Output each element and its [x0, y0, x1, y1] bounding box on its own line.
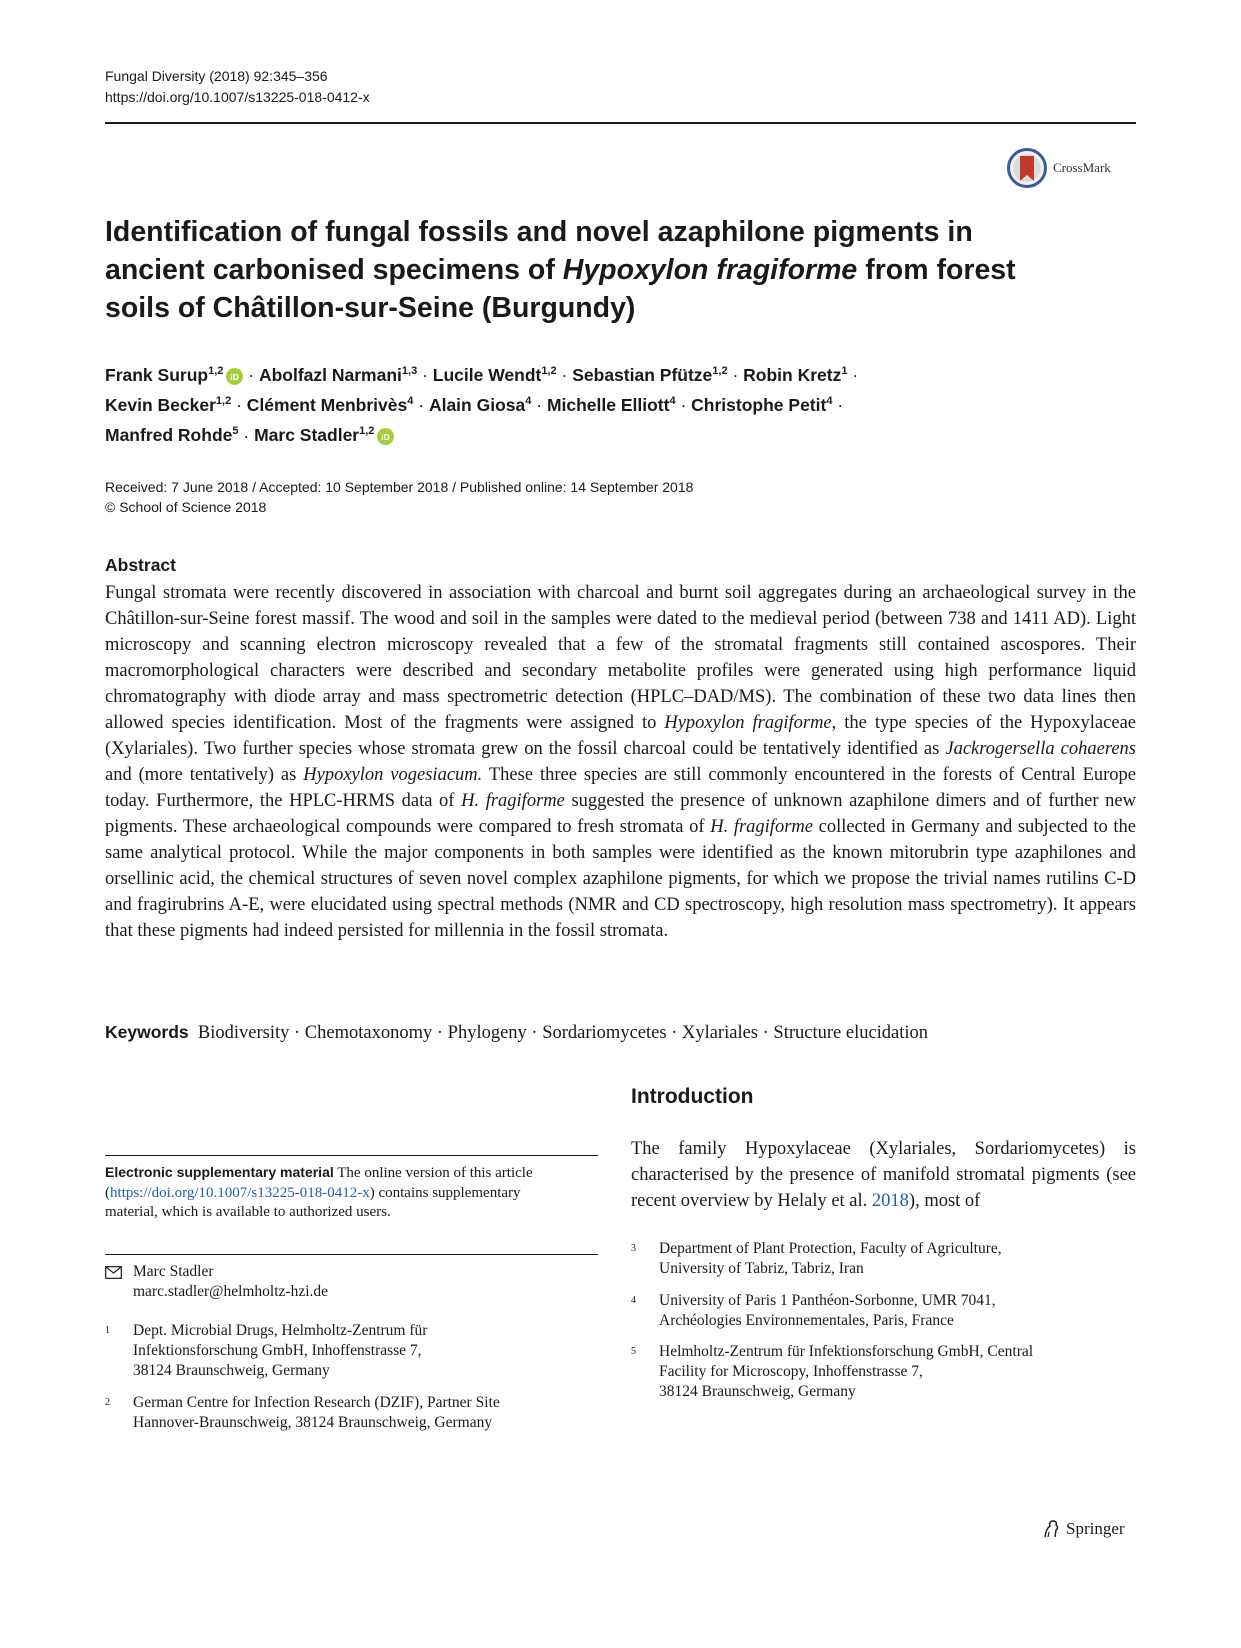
- affiliation-line: Archéologies Environnementales, Paris, France: [659, 1312, 954, 1329]
- esm-text: The online version of this article (: [105, 1165, 533, 1201]
- publication-dates: [105, 477, 693, 517]
- crossmark-label: CrossMark: [1053, 160, 1111, 175]
- author-name: Michelle Elliott: [546, 395, 670, 416]
- abstract-species: H. fragiforme: [710, 817, 813, 837]
- author-name: Lucile Wendt: [432, 364, 542, 385]
- keyword[interactable]: Biodiversity: [197, 1023, 290, 1043]
- author-affiliation: 1,2: [208, 365, 224, 377]
- author[interactable]: [572, 365, 727, 385]
- abstract-species: Hypoxylon vogesiacum.: [303, 765, 483, 785]
- abstract-segment: collected in Germany and subjected to the same analytical protocol. While the major components in both samples were identified as the known mitorubrin type azaphilones and orsellinic acid, the chemical structures of seven novel complex azaphilone pigments, for which we propose the trivial names rutilins C-D and fragirubrins A-E, were elucidated using spectral methods (NMR and CD spectroscopy, high resolution mass spectrometry). It appears that these pigments had indeed persisted for millennia in the fossil stromata.: [105, 817, 1136, 941]
- abstract-segment: and (more tentatively) as: [105, 765, 304, 785]
- supplementary-note: [105, 1163, 545, 1223]
- citation-link[interactable]: 2018: [871, 1191, 909, 1211]
- author-name: Kevin Becker: [105, 395, 216, 416]
- keyword[interactable]: Chemotaxonomy: [304, 1023, 433, 1043]
- author-name: Manfred Rohde: [105, 425, 233, 446]
- abstract-species: Hypoxylon fragiforme: [664, 713, 832, 733]
- author[interactable]: [105, 395, 231, 415]
- abstract-segment: suggested the presence of unknown azaphilone dimers and of further new pigments. These archaeological compounds were compared to fresh stromata of: [105, 791, 1136, 837]
- copyright-line: © School of Science 2018: [105, 499, 267, 515]
- crossmark-icon: [1007, 148, 1047, 188]
- author[interactable]: [433, 365, 557, 385]
- dates-line: Received: 7 June 2018 / Accepted: 10 September 2018 / Published online: 14 September 2018: [105, 479, 694, 495]
- author[interactable]: [105, 425, 239, 445]
- keywords-label: Keywords: [105, 1022, 189, 1042]
- affiliation-line: Facility for Microscopy, Inhoffenstrasse 7,: [659, 1363, 923, 1380]
- author[interactable]: [743, 365, 847, 385]
- footnote-divider: [105, 1254, 598, 1255]
- author[interactable]: [429, 395, 531, 415]
- author-name: Alain Giosa: [428, 395, 526, 416]
- orcid-icon[interactable]: [377, 428, 394, 445]
- author-name: Marc Stadler: [254, 425, 360, 446]
- author[interactable]: [254, 425, 374, 445]
- author-name: Frank Surup: [105, 364, 209, 385]
- author[interactable]: [105, 365, 223, 385]
- section-heading-introduction: Introduction: [631, 1085, 754, 1108]
- affiliation-line: Dept. Microbial Drugs, Helmholtz-Zentrum für: [133, 1322, 428, 1339]
- abstract-species: H. fragiforme: [461, 791, 565, 811]
- author-affiliation: 1,3: [401, 365, 418, 377]
- publisher-name: Springer: [1066, 1519, 1125, 1538]
- intro-text: [631, 1136, 1136, 1214]
- affiliation-line: University of Paris 1 Panthéon-Sorbonne, UMR 7041,: [659, 1292, 996, 1309]
- author-list: Frank Surup$^{1,2}$ iD · Abolfazl Narmani$^{1,3}$ · Lucile Wendt$^{1,2}$ · Sebastian Pfütze$^{1,2}$ · Robin Kretz$^1$ · Kevin Becker$^{1,2}$ · Clément Menbrivès$^4$ · Alain Giosa$^4$ · Michelle Elliott$^4$ · Christophe Petit$^4$ · Manfred Rohde$^5$ · Marc Stadler$^{1,2}$ iD: [105, 364, 859, 446]
- envelope-icon: [105, 1266, 122, 1279]
- author-affiliation: 4: [826, 395, 833, 408]
- author-affiliation: 4: [669, 395, 676, 408]
- author-affiliation: 1,2: [359, 425, 375, 438]
- author-affiliation: 1,2: [215, 395, 232, 408]
- abstract-text: [105, 580, 1136, 944]
- paper-title: [105, 213, 1065, 327]
- intro-segment: The family Hypoxylaceae (Xylariales, Sordariomycetes) is characterised by the presence of manifold stromatal pigments (see recent overview by Helaly et al.: [631, 1139, 1136, 1211]
- author[interactable]: [547, 395, 676, 415]
- author-name: Robin Kretz: [743, 364, 842, 385]
- author-name: Christophe Petit: [691, 395, 827, 416]
- crossmark-badge[interactable]: [1007, 148, 1111, 188]
- title-part1: Identification of fungal fossils and novel azaphilone pigments in ancient carbonised specimens of: [105, 216, 973, 286]
- affiliation-number: 5: [631, 1346, 636, 1357]
- affiliation-number: 1: [105, 1325, 110, 1336]
- author[interactable]: [259, 365, 417, 385]
- affiliation-line: Department of Plant Protection, Faculty of Agriculture,: [659, 1240, 1002, 1257]
- affiliation-number: 2: [105, 1397, 110, 1408]
- affiliation: [631, 1239, 1131, 1281]
- abstract-segment: These three species are still commonly encountered in the forests of Central Europe today. Furthermore, the HPLC-HRMS data of: [105, 765, 1137, 811]
- abstract-segment: Fungal stromata were recently discovered in association with charcoal and burnt soil aggregates during an archaeological survey in the Châtillon-sur-Seine forest massif. The wood and soil in the samples were dated to the medieval period (between 738 and 1411 AD). Light microscopy and scanning electron microscopy revealed that a few of the stromatal fragments still contained ascospores. Their macromorphological characters were described and secondary metabolite profiles were generated using high performance liquid chromatography with diode array and mass spectrometric detection (HPLC–DAD/MS). The combination of these two data lines then allowed species identification. Most of the fragments were assigned to: [105, 583, 1136, 733]
- title-species: Hypoxylon fragiforme: [562, 254, 858, 286]
- keyword[interactable]: Sordariomycetes: [542, 1023, 667, 1043]
- affiliation: [105, 1321, 585, 1383]
- svg-text:iD: iD: [381, 432, 391, 443]
- author-affiliation: 5: [232, 425, 239, 438]
- abstract-species: Jackrogersella cohaerens: [945, 739, 1137, 759]
- keyword[interactable]: Structure elucidation: [773, 1023, 929, 1043]
- author[interactable]: [691, 395, 832, 415]
- journal-citation: Fungal Diversity (2018) 92:345–356: [105, 68, 328, 84]
- author-name: Clément Menbrivès: [246, 395, 408, 416]
- orcid-icon[interactable]: [226, 368, 243, 385]
- affiliation-line: Helmholtz-Zentrum für Infektionsforschung GmbH, Central: [659, 1343, 1034, 1360]
- intro-segment: ), most of: [908, 1191, 981, 1211]
- corresponding-author: [105, 1262, 585, 1304]
- affiliation-line: Infektionsforschung GmbH, Inhoffenstrasse 7,: [133, 1342, 422, 1359]
- svg-text:iD: iD: [230, 371, 240, 382]
- author-affiliation: 1: [841, 365, 848, 377]
- esm-text: ) contains supplementary material, which is available to authorized users.: [105, 1184, 521, 1220]
- affiliation-number: 4: [631, 1295, 636, 1306]
- affiliation-line: University of Tabriz, Tabriz, Iran: [659, 1260, 864, 1277]
- esm-link[interactable]: https://doi.org/10.1007/s13225-018-0412-x: [110, 1184, 370, 1201]
- title-part2: from forest soils of Châtillon-sur-Seine (Burgundy): [105, 254, 1016, 324]
- affiliation-line: 38124 Braunschweig, Germany: [133, 1362, 330, 1379]
- author-affiliation: 1,2: [541, 365, 557, 377]
- keywords: Keywords Biodiversity · Chemotaxonomy · Phylogeny · Sordariomycetes · Xylariales · Structure elucidation: [105, 1022, 929, 1043]
- corresponding-email[interactable]: marc.stadler@helmholtz-hzi.de: [133, 1283, 329, 1300]
- keyword[interactable]: Xylariales: [681, 1023, 758, 1043]
- affiliation-line: German Centre for Infection Research (DZIF), Partner Site: [133, 1394, 500, 1411]
- publisher-logo: [1040, 1518, 1125, 1540]
- affiliation-line: Hannover-Braunschweig, 38124 Braunschweig, Germany: [133, 1414, 493, 1431]
- abstract-segment: , the type species of the Hypoxylaceae (Xylariales). Two further species whose stromata grew on the fossil charcoal could be tentatively identified as: [105, 713, 1136, 759]
- affiliation-number: 3: [631, 1243, 636, 1254]
- affiliation: [631, 1291, 1131, 1333]
- author-name: Sebastian Pfütze: [572, 364, 713, 385]
- author-affiliation: 1,2: [712, 365, 728, 377]
- journal-info: [105, 66, 370, 108]
- author-affiliation: 4: [525, 395, 532, 408]
- affiliation: [631, 1342, 1131, 1404]
- author-name: Abolfazl Narmani: [258, 364, 402, 385]
- abstract-heading: Abstract: [105, 555, 176, 575]
- author-affiliation: 4: [407, 395, 414, 408]
- header-rule: [105, 122, 1136, 124]
- affiliation: [105, 1393, 585, 1435]
- corresponding-name: Marc Stadler: [133, 1263, 214, 1280]
- keyword[interactable]: Phylogeny: [447, 1023, 527, 1043]
- footnote-divider: [105, 1155, 598, 1156]
- esm-label: Electronic supplementary material: [105, 1164, 334, 1180]
- affiliation-line: 38124 Braunschweig, Germany: [659, 1383, 856, 1400]
- journal-doi[interactable]: https://doi.org/10.1007/s13225-018-0412-x: [105, 89, 370, 105]
- author[interactable]: [247, 395, 414, 415]
- springer-horse-icon: [1040, 1518, 1062, 1540]
